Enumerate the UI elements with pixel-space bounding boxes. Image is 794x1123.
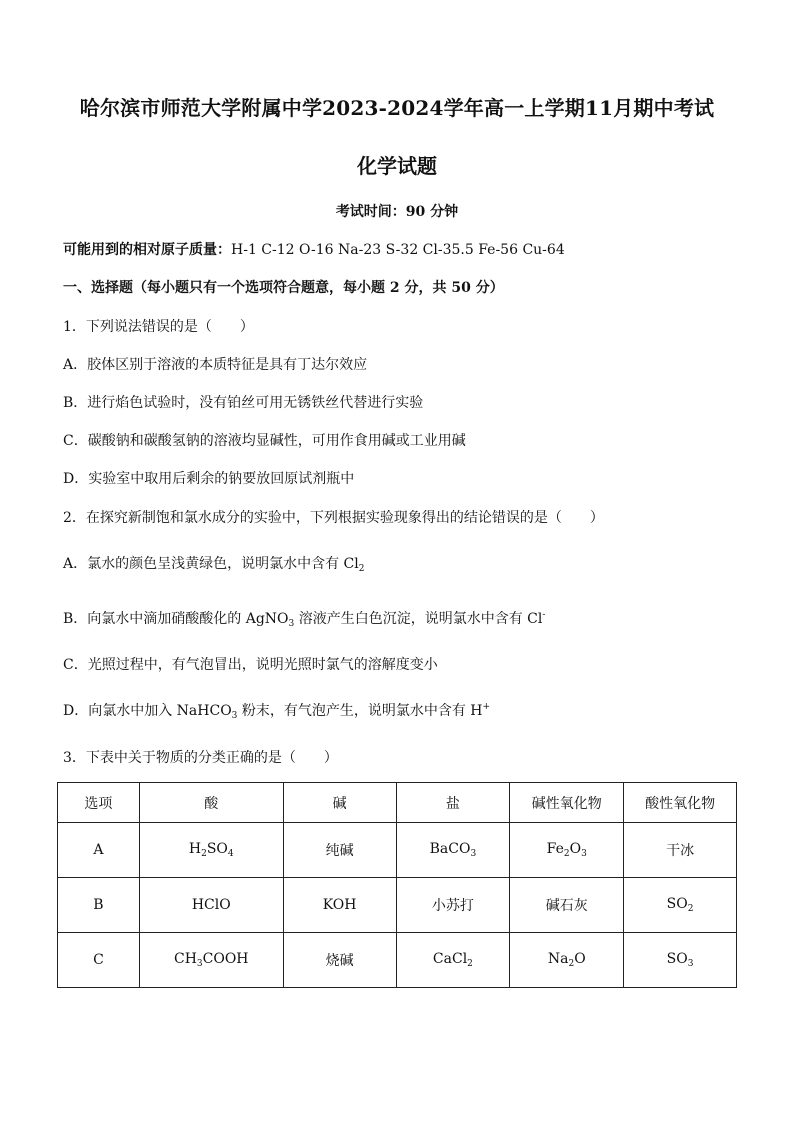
table-cell-base: KOH [283,878,396,933]
table-cell-acid: HClO [139,878,283,933]
table-cell-base: 烧碱 [283,933,396,988]
table-header-cell: 碱性氧化物 [510,783,624,823]
table-cell-salt: BaCO$_3$ [396,823,510,878]
table-cell-basic-oxide: $Na_2O$ [510,933,624,988]
table-cell-acidic-oxide: $SO_2$ [624,878,737,933]
table-cell-acidic-oxide: 干冰 [624,823,737,878]
table-cell-salt: 小苏打 [396,878,510,933]
table-row [58,823,737,878]
exam-title: 哈尔滨市师范大学附属中学2023-2024学年高一上学期11月期中考试 [79,96,715,120]
table-cell-base: 纯碱 [283,823,396,878]
table-cell-option: B [58,878,140,933]
q1-option-c: C．碳酸钠和碳酸氢钠的溶液均显碱性，可用作食用碱或工业用碱 [63,433,466,449]
q1-option-b: B．进行焰色试验时，没有铂丝可用无锈铁丝代替进行实验 [63,395,424,411]
q1-stem: 1．下列说法错误的是（ ） [63,319,254,335]
table-cell-acid: $H_2SO_4$ [139,823,283,878]
table-cell-basic-oxide: $Fe_2O_3$ [510,823,624,878]
q2-b-subscript: 3 [288,619,295,629]
table-cell-option: C [58,933,140,988]
section1-heading: 一、选择题（每小题只有一个选项符合题意，每小题 2 分，共 50 分） [63,280,504,296]
exam-subtitle: 化学试题 [357,154,437,178]
table-cell-acid: $CH_3COOH$ [139,933,283,988]
q2-d-text2: 粉末，有气泡产生，说明氯水中含有 H [237,703,483,719]
table-row [58,933,737,988]
q2-stem: 2．在探究新制饱和氯水成分的实验中，下列根据实验现象得出的结论错误的是（ ） [63,510,604,526]
classification-table [57,782,737,988]
q2-b-text2: 溶液产生白色沉淀，说明氯水中含有 Cl [294,611,543,627]
exam-time: 考试时间：90 分钟 [335,204,459,220]
q2-d-text1: D．向氯水中加入 NaHCO [63,703,232,719]
table-cell-option: A [58,823,140,878]
table-cell-basic-oxide: 碱石灰 [510,878,624,933]
atomic-mass-line [63,239,565,259]
q2-b-text1: B．向氯水中滴加硝酸酸化的 AgNO [63,611,289,627]
atomic-mass-values: H-1 C-12 O-16 Na-23 S-32 Cl-35.5 Fe-56 Cu-64 [231,242,565,258]
table-header-cell: 酸性氧化物 [624,783,737,823]
q1-option-a: A．胶体区别于溶液的本质特征是具有丁达尔效应 [63,357,368,373]
table-cell-acidic-oxide: $SO_3$ [624,933,737,988]
q2-b-superscript: - [542,610,546,620]
table-row [58,878,737,933]
table-header-cell: 盐 [396,783,510,823]
atomic-mass-label: 可能用到的相对原子质量： [63,242,231,258]
table-header-cell: 碱 [283,783,396,823]
q2-a-text: A．氯水的颜色呈浅黄绿色，说明氯水中含有 Cl [63,556,359,572]
table-header-row [58,783,737,823]
q2-option-a [63,553,364,574]
q2-option-b [63,608,545,629]
q2-d-subscript: 3 [231,711,238,721]
table-header-cell: 选项 [58,783,140,823]
table-header-cell: 酸 [139,783,283,823]
q2-option-d [63,700,490,721]
q3-stem: 3．下表中关于物质的分类正确的是（ ） [63,750,338,766]
q1-option-d: D．实验室中取用后剩余的钠要放回原试剂瓶中 [63,471,355,487]
q2-option-c: C．光照过程中，有气泡冒出，说明光照时氯气的溶解度变小 [63,657,438,673]
q2-d-superscript: + [482,702,491,712]
table-cell-salt: CaCl$_2$ [396,933,510,988]
q2-a-subscript: 2 [358,564,365,574]
